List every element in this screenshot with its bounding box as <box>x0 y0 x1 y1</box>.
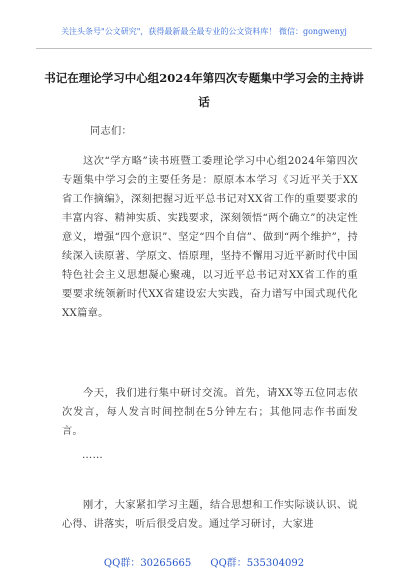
qq-group-1: QQ群：30265665 <box>103 558 192 569</box>
paragraph: 这次“学方略”读书班暨工委理论学习中心组2024年第四次专题集中学习会的主要任务是：原原本本学习《习近平关于XX省工作摘编》，深刻把握习近平总书记对XX省工作的重要要求的丰富内容、精神实质、实践要求，深刻领悟“两个确立”的决定性意义，增强“四个意识”、坚定“四个自信”、做到“两个维护”，持续深入读原著、学原文、悟原理，坚持不懈用习近平新时代中国特色社会主义思想凝心聚魂，以习近平总书记对XX省工作的重要要求统领新时代XX省建设宏大实践，奋力谱写中国式现代化XX篇章。 <box>62 156 358 319</box>
qq-footer <box>0 554 408 569</box>
qq-group-2: QQ群：535304092 <box>210 558 305 569</box>
paragraph: 今天，我们进行集中研讨交流。首先，请XX等五位同志依次发言，每人发言时间控制在5分钟左右；其他同志作书面发言。 <box>62 388 358 437</box>
header-divider <box>36 48 372 49</box>
promo-header: 关注头条号"公文研究"，获得最新最全最专业的公文资料库！ 微信：gongwenyj <box>61 27 347 36</box>
paragraph: 刚才，大家紧扣学习主题，结合思想和工作实际谈认识、说心得、讲落实，听后很受启发。通过学习研讨，大家进 <box>62 500 358 530</box>
document-title: 书记在理论学习中心组2024年第四次专题集中学习会的主持讲话 <box>44 71 364 109</box>
ellipsis-paragraph: …… <box>82 450 103 461</box>
salutation: 同志们： <box>90 126 132 137</box>
